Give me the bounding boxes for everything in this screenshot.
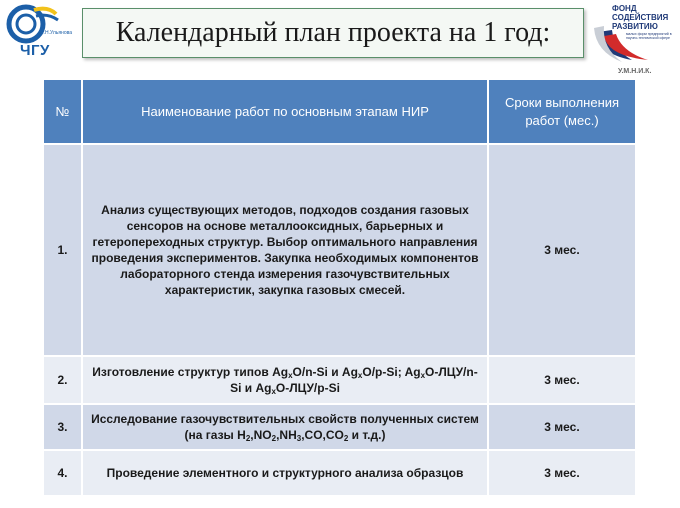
table-row xyxy=(44,404,636,450)
fund-line-3: РАЗВИТИЮ xyxy=(612,22,658,31)
table-header-row xyxy=(44,80,636,144)
table-row xyxy=(44,144,636,356)
table-row xyxy=(44,450,636,496)
fund-line-1: ФОНД xyxy=(612,4,637,13)
table-row xyxy=(44,356,636,404)
chgu-logo xyxy=(4,4,74,68)
header-num: № xyxy=(44,80,82,144)
row-name: Анализ существующих методов, подходов создания газовых сенсоров на основе металлооксидных, барьерных и гетеропереходных структур. Выбор оптимального направления проведения экспериментов. Закупка необходимых компонентов лабораторного стенда измерения газочувствительных характеристик, закупка газовых смесей. xyxy=(82,144,488,356)
project-plan-table xyxy=(44,80,637,497)
slide-title-box xyxy=(82,8,584,58)
row-num: 2. xyxy=(44,356,82,404)
row-term: 3 мес. xyxy=(488,450,636,496)
row-term: 3 мес. xyxy=(488,356,636,404)
fund-logo xyxy=(592,2,678,78)
fund-line-2: СОДЕЙСТВИЯ xyxy=(612,13,669,22)
chgu-small-text: И.Н.Ульянова xyxy=(40,30,72,36)
umnik-label: У.М.Н.И.К. xyxy=(618,68,652,75)
row-num: 1. xyxy=(44,144,82,356)
row-name: Проведение элементного и структурного анализа образцов xyxy=(82,450,488,496)
chgu-logo-text: ЧГУ xyxy=(20,42,50,59)
fund-small-text: малых форм предприятий в научно-технической сфере xyxy=(626,32,672,40)
row-name: Исследование газочувствительных свойств полученных систем (на газы $H_2,NO_2,NH_3,CO,CO_2$ и т.д.) xyxy=(82,404,488,450)
header-name: Наименование работ по основным этапам НИР xyxy=(82,80,488,144)
fund-name xyxy=(612,4,668,31)
header-term: Сроки выполнения работ (мес.) xyxy=(488,80,636,144)
row-num: 3. xyxy=(44,404,82,450)
row-num: 4. xyxy=(44,450,82,496)
slide-title: Календарный план проекта на 1 год: xyxy=(115,17,551,48)
chgu-logo-icon xyxy=(4,4,74,44)
row-name: Изготовление структур типов $Ag_xO/n-Si$ и $Ag_xO/p-Si$; $Ag_xO-ЛЦУ/n-Si$ и $Ag_xO-ЛЦУ/p-Si$ xyxy=(82,356,488,404)
row-term: 3 мес. xyxy=(488,404,636,450)
row-term: 3 мес. xyxy=(488,144,636,356)
